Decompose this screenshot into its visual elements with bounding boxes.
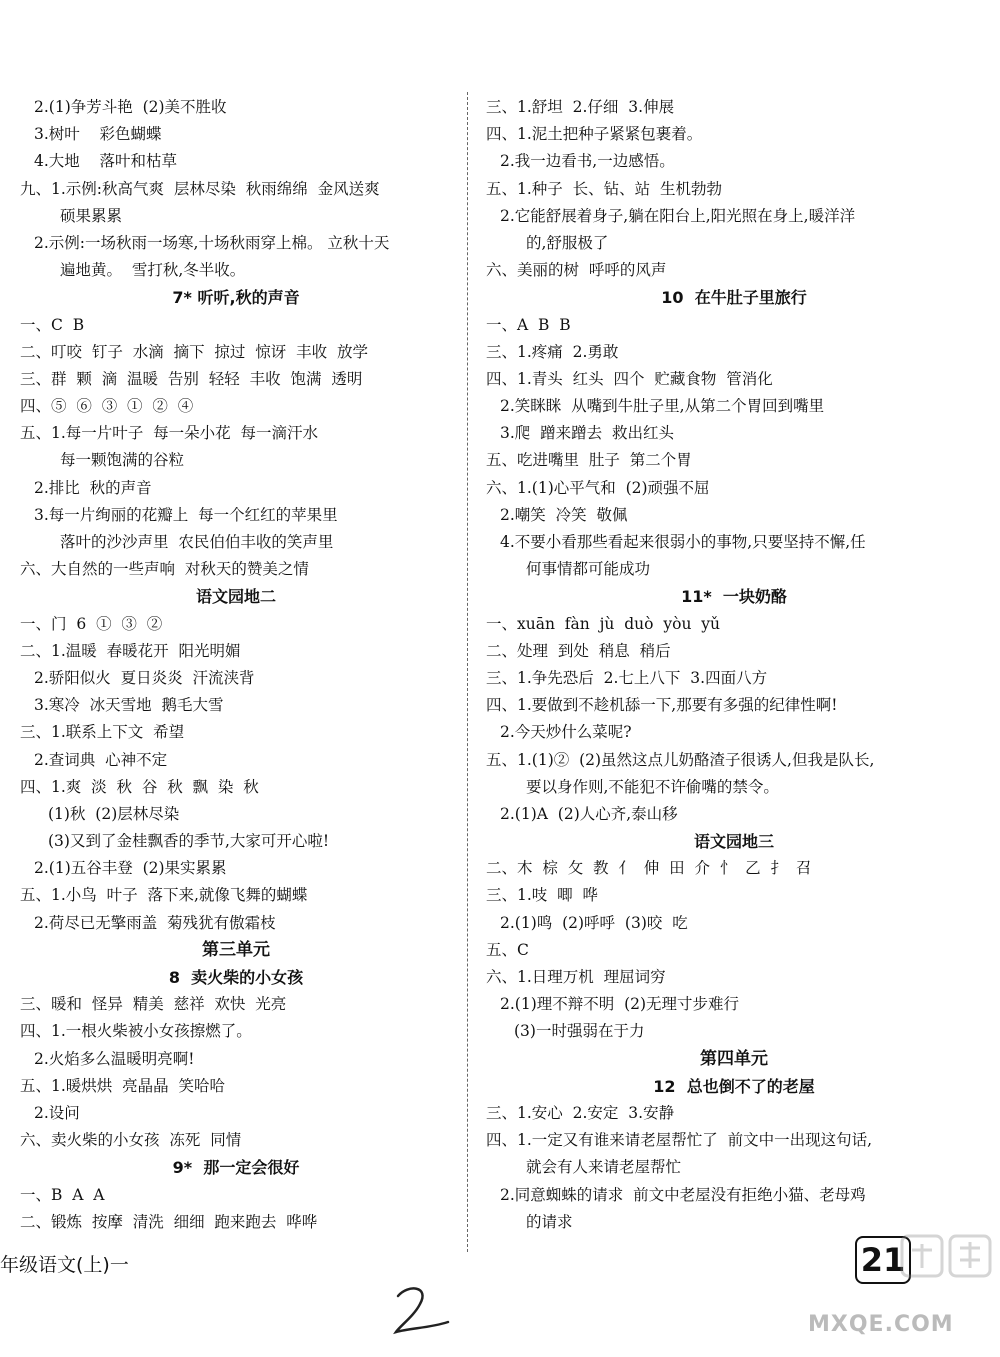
right-answer-line: 一、xuān fàn jù duò yòu yǔ	[486, 614, 721, 633]
left-answer-line: 2.设问	[34, 1103, 80, 1122]
right-answer-line: 2.嘲笑 冷笑 敬佩	[500, 505, 628, 524]
left-answer-line: 3.树叶 彩色蝴蝶	[34, 125, 162, 144]
left-answer-line: 三、1.联系上下文 希望	[20, 723, 185, 742]
left-answer-line: 硕果累累	[60, 206, 123, 225]
page-number: 21	[855, 1236, 911, 1284]
left-answer-line: 3.每一片绚丽的花瓣上 每一个红红的苹果里	[34, 505, 338, 524]
left-answer-line: 二、锻炼 按摩 清洗 细细 跑来跑去 哗哗	[20, 1212, 318, 1231]
left-answer-line: 五、1.暖烘烘 亮晶晶 笑哈哈	[20, 1076, 225, 1095]
right-answer-line: 三、1.疼痛 2.勇敢	[486, 342, 619, 361]
right-answer-line: 六、1.(1)心平气和 (2)顽强不屈	[486, 478, 710, 497]
left-answer-line: 一、C B	[20, 315, 85, 334]
left-answer-line: 2.荷尽已无擎雨盖 菊残犹有傲霜枝	[34, 913, 276, 932]
right-answer-line: 四、1.一定又有谁来请老屋帮忙了 前文中一出现这句话,	[486, 1131, 873, 1150]
right-answer-line: 就会有人来请老屋帮忙	[526, 1158, 682, 1177]
right-answer-line: 二、处理 到处 稍息 稍后	[486, 641, 671, 660]
left-answer-line: 2.(1)争芳斗艳 (2)美不胜收	[34, 98, 227, 116]
left-answer-line: 2.查词典 心神不定	[34, 750, 168, 769]
lesson-title: 8 卖火柴的小女孩	[168, 968, 304, 987]
left-answer-line: 2.骄阳似火 夏日炎炎 汗流浃背	[34, 668, 255, 687]
right-answer-line: 五、1.(1)② (2)虽然这点儿奶酪渣子很诱人,但我是队长,	[486, 750, 875, 769]
footer-grade-label: 年级语文(上)一	[0, 1254, 129, 1276]
right-answer-line: 四、1.要做到不趁机舔一下,那要有多强的纪律性啊!	[486, 696, 838, 715]
left-answer-line: 三、暖和 怪异 精美 慈祥 欢快 光亮	[20, 995, 287, 1014]
right-answer-line: 的请求	[526, 1212, 573, 1231]
handwritten-scribble-icon	[390, 1282, 452, 1338]
right-answer-line: 3.爬 蹭来蹭去 救出红头	[500, 424, 674, 443]
right-answer-line: 六、美丽的树 呼呼的风声	[486, 261, 667, 280]
watermark-url: MXQE.COM	[808, 1312, 954, 1337]
column-divider	[467, 92, 468, 1252]
left-answer-line: 五、1.每一片叶子 每一朵小花 每一滴汗水	[20, 424, 318, 443]
right-answer-line: 2.(1)鸣 (2)呼呼 (3)咬 吃	[500, 913, 688, 932]
right-answer-line: 一、A B B	[486, 315, 571, 334]
left-answer-line: 2.排比 秋的声音	[34, 478, 152, 497]
lesson-title: 11* 一块奶酪	[681, 587, 787, 607]
answer-site-logo-icon	[900, 1230, 996, 1300]
left-answer-line: 每一颗饱满的谷粒	[60, 451, 185, 470]
left-answer-line: (3)又到了金桂飘香的季节,大家可开心啦!	[48, 832, 330, 851]
right-answer-line: 六、1.日理万机 理屈词穷	[486, 968, 666, 986]
left-answer-line: 二、1.温暖 春暖花开 阳光明媚	[20, 641, 241, 660]
unit-title: 第三单元	[202, 939, 270, 960]
left-column	[20, 94, 452, 1236]
right-answer-line: 2.笑眯眯 从嘴到牛肚子里,从第二个胃回到嘴里	[500, 397, 825, 416]
left-answer-line: 五、1.小鸟 叶子 落下来,就像飞舞的蝴蝶	[20, 886, 308, 905]
left-answer-line: 一、门 6 ① ③ ②	[20, 614, 163, 633]
lesson-title: 10 在牛肚子里旅行	[661, 288, 807, 308]
left-answer-line: 四、⑤ ⑥ ③ ① ② ④	[20, 397, 194, 416]
right-answer-line: 2.它能舒展着身子,躺在阳台上,阳光照在身上,暖洋洋	[500, 206, 856, 225]
right-answer-line: 2.(1)A (2)人心齐,泰山移	[500, 804, 678, 823]
left-answer-line: 六、大自然的一些声响 对秋天的赞美之情	[20, 560, 309, 579]
right-answer-line: 2.同意蜘蛛的请求 前文中老屋没有拒绝小猫、老母鸡	[500, 1185, 866, 1204]
right-answer-line: 四、1.泥土把种子紧紧包裹着。	[486, 125, 703, 144]
right-answer-line: 五、C	[486, 940, 529, 959]
left-answer-line: 3.寒冷 冰天雪地 鹅毛大雪	[34, 696, 224, 715]
lesson-title: 9* 那一定会很好	[172, 1158, 300, 1178]
left-answer-line: 落叶的沙沙声里 农民伯伯丰收的笑声里	[60, 533, 334, 551]
left-answer-line: 六、卖火柴的小女孩 冻死 同情	[20, 1131, 242, 1150]
right-answer-line: 2.我一边看书,一边感悟。	[500, 152, 675, 171]
left-answer-line: 4.大地 落叶和枯草	[34, 152, 177, 171]
right-answer-line: 何事情都可能成功	[526, 560, 651, 579]
unit-title: 第四单元	[700, 1048, 768, 1069]
right-answer-line: 2.(1)理不辩不明 (2)无理寸步难行	[500, 995, 740, 1014]
right-answer-line: 4.不要小看那些看起来很弱小的事物,只要坚持不懈,任	[500, 533, 866, 551]
left-answer-line: (1)秋 (2)层林尽染	[48, 804, 180, 823]
right-answer-line: 的,舒服极了	[526, 233, 609, 252]
right-answer-line: 五、1.种子 长、钻、站 生机勃勃	[486, 179, 722, 198]
lesson-title: 语文园地三	[693, 832, 774, 852]
lesson-title: 7* 听听,秋的声音	[172, 288, 300, 308]
left-answer-line: 九、1.示例:秋高气爽 层林尽染 秋雨绵绵 金风送爽	[20, 179, 380, 198]
right-answer-line: 五、吃进嘴里 肚子 第二个胃	[486, 451, 692, 470]
left-answer-line: 四、1.爽 淡 秋 谷 秋 飘 染 秋	[20, 777, 259, 796]
right-answer-line: 四、1.青头 红头 四个 贮藏食物 管消化	[486, 369, 773, 388]
lesson-title: 语文园地二	[195, 587, 276, 607]
left-answer-line: 2.(1)五谷丰登 (2)果实累累	[34, 859, 227, 878]
left-answer-line: 2.示例:一场秋雨一场寒,十场秋雨穿上棉。 立秋十天	[34, 233, 390, 252]
left-answer-line: 四、1.一根火柴被小女孩擦燃了。	[20, 1022, 252, 1041]
left-answer-line: 二、叮咬 钉子 水滴 摘下 掠过 惊讶 丰收 放学	[20, 342, 368, 361]
right-column	[486, 94, 982, 1236]
left-answer-line: 三、群 颗 滴 温暖 告别 轻轻 丰收 饱满 透明	[20, 369, 363, 388]
left-answer-line: 遍地黄。 雪打秋,冬半收。	[60, 261, 246, 280]
right-answer-line: 要以身作则,不能犯不许偷嘴的禁令。	[526, 777, 779, 796]
right-answer-line: 三、1.舒坦 2.仔细 3.伸展	[486, 98, 675, 116]
lesson-title: 12 总也倒不了的老屋	[653, 1076, 815, 1096]
left-answer-line: 一、B A A	[20, 1185, 105, 1204]
right-answer-line: (3)一时强弱在于力	[514, 1022, 645, 1041]
right-answer-line: 三、1.安心 2.安定 3.安静	[486, 1103, 675, 1122]
right-answer-line: 三、1.吱 唧 哗	[486, 886, 598, 905]
right-answer-line: 2.今天炒什么菜呢?	[500, 723, 632, 742]
right-answer-line: 三、1.争先恐后 2.七上八下 3.四面八方	[486, 668, 768, 687]
right-answer-line: 二、木 棕 攵 教 亻 伸 田 介 忄 乙 扌 召	[486, 859, 812, 878]
left-answer-line: 2.火焰多么温暖明亮啊!	[34, 1049, 195, 1068]
